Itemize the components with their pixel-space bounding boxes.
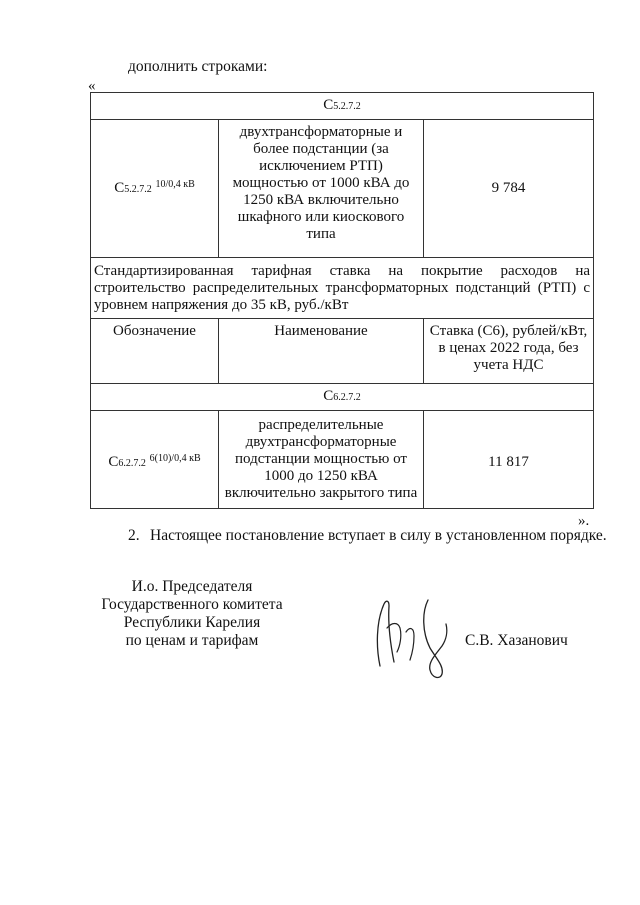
row-code-sup: 10/0,4 кВ: [155, 178, 195, 190]
group-code-sub: 6.2.7.2: [333, 392, 361, 403]
intro-text: дополнить строками:: [128, 58, 268, 75]
table-header-row: [91, 319, 594, 384]
row-code-sub: 5.2.7.2: [124, 183, 152, 195]
group-code: С: [323, 97, 334, 113]
row-rate-cell: 9 784: [424, 120, 594, 258]
signer-name: С.В. Хазанович: [465, 632, 568, 649]
group-code-cell: [91, 93, 594, 120]
signatory-title: [92, 578, 292, 650]
signatory-line: Государственного комитета: [101, 596, 283, 613]
signatory-line: по ценам и тарифам: [125, 632, 259, 649]
clause-text: Настоящее постановление вступает в силу в установленном порядке.: [150, 527, 607, 544]
group-code-cell: [91, 384, 594, 411]
section-title: Стандартизированная тарифная ставка на покрытие расходов на строительство распределительных трансформаторных подстанций (РТП) с уровнем напряжения до 35 кВ, руб./кВт: [91, 258, 594, 319]
row-rate-cell: 11 817: [424, 411, 594, 509]
section-title-row: [91, 258, 594, 319]
header-col-name: Наименование: [219, 319, 424, 384]
table-row: [91, 411, 594, 509]
group-code: С: [323, 388, 334, 404]
signatory-line: Республики Карелия: [123, 614, 261, 631]
row-name-cell: распределительные двухтрансформаторные подстанции мощностью от 1000 до 1250 кВА включительно закрытого типа: [219, 411, 424, 509]
row-code-cell: [91, 411, 219, 509]
signatory-line: И.о. Председателя: [131, 578, 253, 595]
clause-2: [128, 527, 607, 545]
group-code-sub: 5.2.7.2: [333, 101, 361, 112]
clause-number: 2.: [128, 527, 140, 544]
row-code-cell: [91, 120, 219, 258]
handwritten-signature: [370, 592, 460, 682]
open-quote: «: [88, 78, 96, 94]
header-col-rate: Ставка (С6), рублей/кВт, в ценах 2022 года, без учета НДС: [424, 319, 594, 384]
row-name-cell: двухтрансформаторные и более подстанции (за исключением РТП) мощностью от 1000 кВА до 1250 кВА включительно шкафного или киоскового типа: [219, 120, 424, 258]
row-code: С: [108, 453, 119, 470]
row-code: С: [114, 179, 125, 196]
table-row: [91, 120, 594, 258]
group-row-5272: [91, 93, 594, 120]
row-code-sub: 6.2.7.2: [118, 457, 146, 469]
close-quote: ».: [578, 513, 590, 529]
tariff-table: [90, 92, 594, 509]
row-code-sup: 6(10)/0,4 кВ: [149, 452, 201, 464]
header-col-designation: Обозначение: [91, 319, 219, 384]
group-row-6272: [91, 384, 594, 411]
